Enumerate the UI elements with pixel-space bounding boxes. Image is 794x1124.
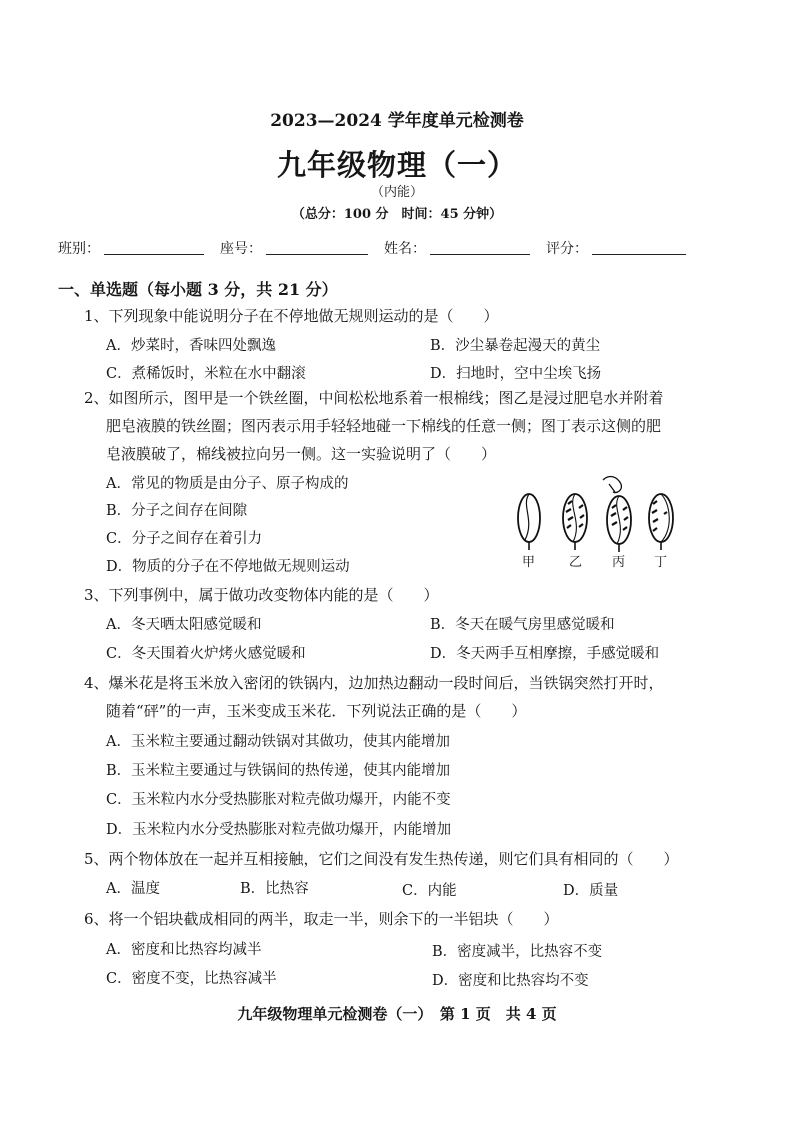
question-2-stem-line3: 皂液膜破了，棉线被拉向另一侧。这一实验说明了（ ） bbox=[106, 445, 497, 463]
class-field[interactable] bbox=[104, 240, 204, 255]
question-4-option-d: D．玉米粒内水分受热膨胀对粒壳做功爆开，内能增加 bbox=[106, 822, 452, 838]
name-label: 姓名： bbox=[384, 241, 426, 257]
section-heading: 一、单选题（每小题 3 分，共 21 分） bbox=[58, 280, 338, 299]
figure-loop-ding bbox=[649, 494, 673, 550]
question-1-option-b: B．沙尘暴卷起漫天的黄尘 bbox=[430, 338, 601, 354]
question-3-option-b: B．冬天在暖气房里感觉暖和 bbox=[430, 617, 615, 633]
question-4-option-c: C．玉米粒内水分受热膨胀对粒壳做功爆开，内能不变 bbox=[106, 792, 451, 808]
question-5-option-c: C．内能 bbox=[402, 883, 457, 899]
seat-field[interactable] bbox=[266, 240, 368, 255]
figure-loop-jia bbox=[518, 494, 540, 550]
question-3-option-d: D．冬天两手互相摩擦，手感觉暖和 bbox=[430, 646, 660, 662]
question-1-stem: 1、下列现象中能说明分子在不停地做无规则运动的是（ ） bbox=[84, 307, 499, 325]
question-6-option-d: D．密度和比热容均不变 bbox=[432, 973, 589, 989]
question-1-option-c: C．煮稀饭时，米粒在水中翻滚 bbox=[106, 366, 306, 382]
class-label: 班别： bbox=[58, 241, 100, 257]
score-label: 评分： bbox=[546, 241, 588, 257]
name-field[interactable] bbox=[430, 240, 530, 255]
question-2-stem-line2: 肥皂液膜的铁丝圈；图丙表示用手轻轻地碰一下棉线的任意一侧；图丁表示这侧的肥 bbox=[106, 417, 662, 435]
question-6-option-b: B．密度减半，比热容不变 bbox=[432, 944, 603, 960]
question-1-option-a: A．炒菜时，香味四处飘逸 bbox=[106, 338, 276, 354]
question-2-option-b: B．分子之间存在间隙 bbox=[106, 503, 248, 519]
question-2-option-a: A．常见的物质是由分子、原子构成的 bbox=[106, 476, 349, 492]
score-field[interactable] bbox=[592, 240, 686, 255]
exam-year-title: 2023—2024 学年度单元检测卷 bbox=[270, 111, 524, 131]
figure-loop-yi bbox=[563, 494, 587, 550]
figure-label-jia: 甲 bbox=[522, 555, 536, 570]
question-2-option-c: C．分子之间存在着引力 bbox=[106, 531, 263, 547]
question-6-stem: 6、将一个铝块截成相同的两半，取走一半，则余下的一半铝块（ ） bbox=[84, 910, 559, 928]
question-5-option-a: A．温度 bbox=[106, 881, 160, 897]
figure-label-bing: 丙 bbox=[612, 555, 626, 570]
question-3-option-c: C．冬天围着火炉烤火感觉暖和 bbox=[106, 646, 306, 662]
question-3-option-a: A．冬天晒太阳感觉暖和 bbox=[106, 617, 262, 633]
question-5-stem: 5、两个物体放在一起并互相接触，它们之间没有发生热传递，则它们具有相同的（ ） bbox=[84, 850, 679, 868]
exam-unit: （内能） bbox=[370, 185, 423, 200]
figure-label-ding: 丁 bbox=[654, 555, 668, 570]
question-5-option-d: D．质量 bbox=[563, 883, 619, 899]
question-4-option-b: B．玉米粒主要通过与铁锅间的热传递，使其内能增加 bbox=[106, 763, 451, 779]
question-3-stem: 3、下列事例中，属于做功改变物体内能的是（ ） bbox=[84, 586, 439, 604]
exam-meta: （总分：100 分 时间：45 分钟） bbox=[291, 207, 503, 222]
question-5-option-b: B．比热容 bbox=[240, 881, 309, 897]
seat-label: 座号： bbox=[220, 241, 262, 257]
figure-loop-bing bbox=[603, 477, 631, 552]
question-6-option-a: A．密度和比热容均减半 bbox=[106, 942, 262, 958]
question-4-stem-line1: 4、爆米花是将玉米放入密闭的铁锅内，边加热边翻动一段时间后，当铁锅突然打开时， bbox=[84, 674, 664, 692]
page-footer: 九年级物理单元检测卷（一） 第 1 页 共 4 页 bbox=[237, 1005, 557, 1023]
question-4-option-a: A．玉米粒主要通过翻动铁锅对其做功，使其内能增加 bbox=[106, 734, 450, 750]
question-2-option-d: D．物质的分子在不停地做无规则运动 bbox=[106, 559, 350, 575]
question-6-option-c: C．密度不变，比热容减半 bbox=[106, 971, 277, 987]
question-4-stem-line2: 随着“砰”的一声，玉米变成玉米花．下列说法正确的是（ ） bbox=[106, 702, 527, 720]
question-1-option-d: D．扫地时，空中尘埃飞扬 bbox=[430, 366, 602, 382]
figure-label-yi: 乙 bbox=[569, 555, 583, 570]
exam-main-title: 九年级物理（一） bbox=[276, 148, 517, 182]
question-2-stem-line1: 2、如图所示，图甲是一个铁丝圈，中间松松地系着一根棉线；图乙是浸过肥皂水并附着 bbox=[84, 389, 664, 407]
